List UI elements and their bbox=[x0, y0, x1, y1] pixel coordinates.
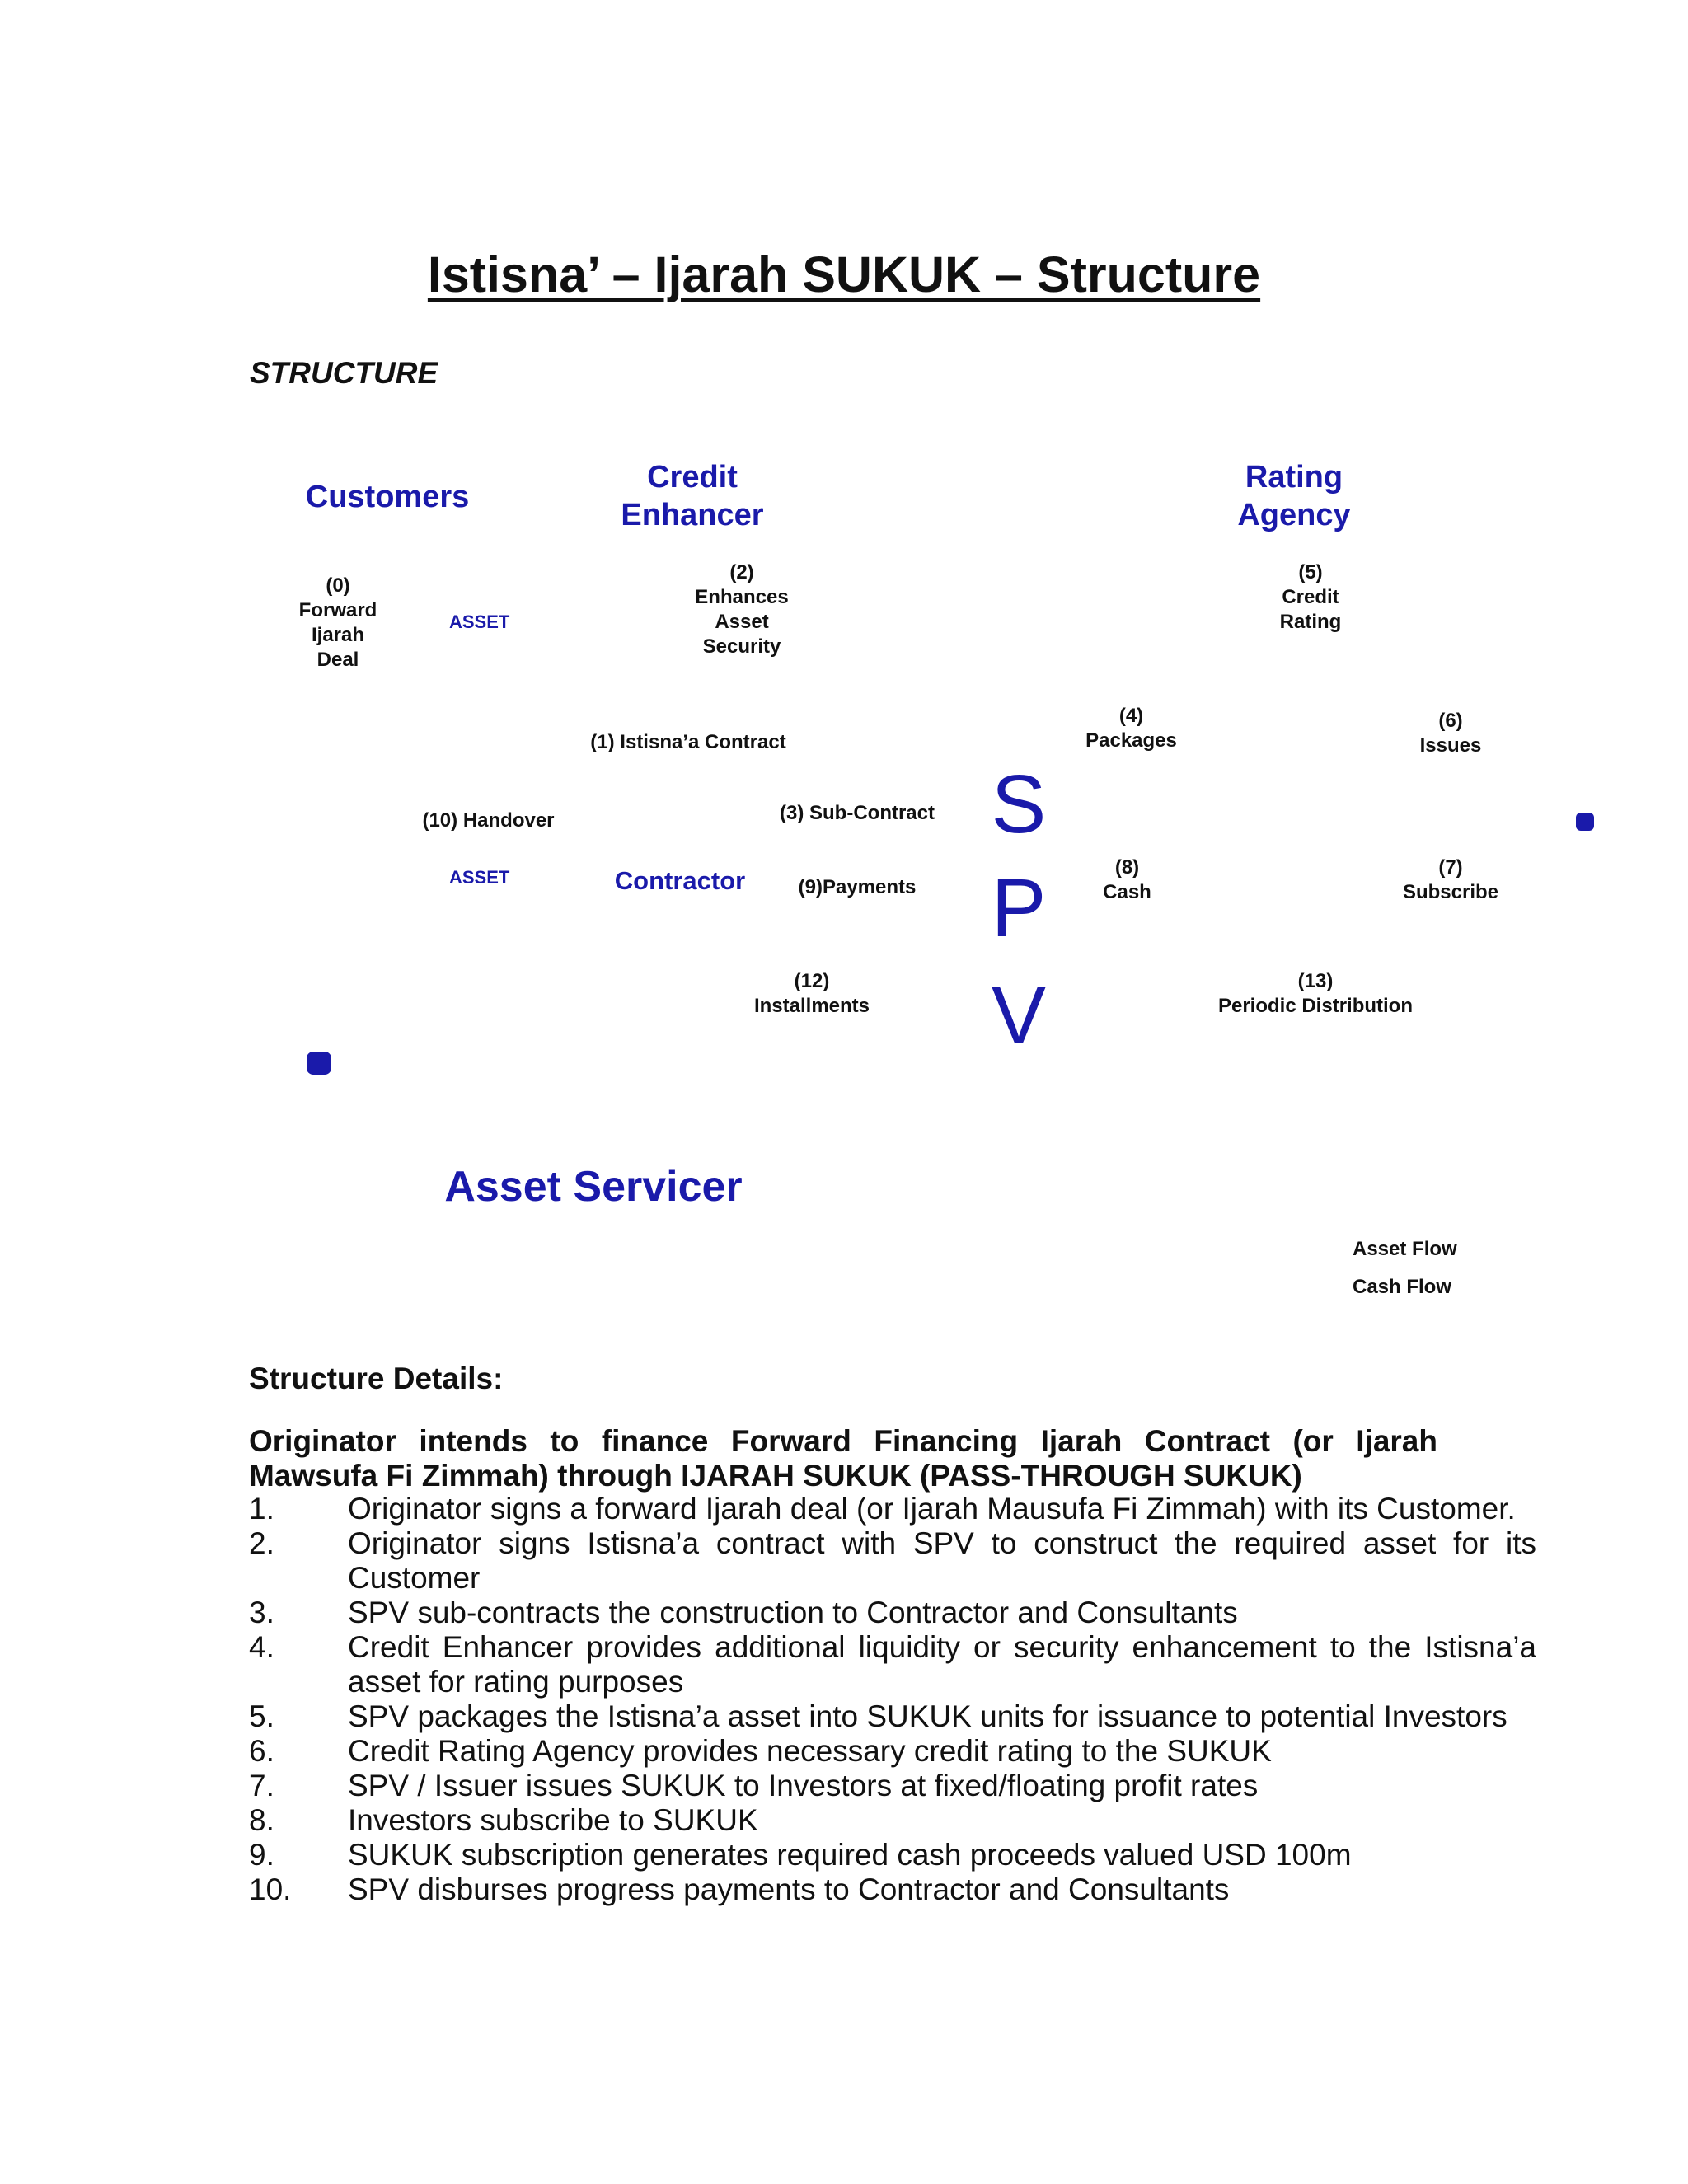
list-item-text: SUKUK subscription generates required cash proceeds valued USD 100m bbox=[348, 1838, 1352, 1872]
step-8-line-1: Cash bbox=[1103, 881, 1151, 903]
step-5-label bbox=[1245, 560, 1376, 635]
step-5-number: (5) bbox=[1298, 561, 1323, 583]
step-5-line-2: Rating bbox=[1279, 611, 1342, 633]
step-6-line-1: Issues bbox=[1419, 734, 1482, 757]
list-item bbox=[249, 1769, 1536, 1803]
list-item-text: SPV sub-contracts the construction to Contractor and Consultants bbox=[348, 1596, 1238, 1629]
list-item-number: 1. bbox=[249, 1492, 274, 1526]
page-title: Istisna’ – Ijarah SUKUK – Structure bbox=[427, 246, 1261, 302]
list-item bbox=[249, 1872, 1536, 1907]
step-2-line-3: Security bbox=[702, 635, 781, 658]
list-item-number: 9. bbox=[249, 1838, 274, 1872]
asset-label-bottom: ASSET bbox=[449, 867, 510, 888]
step-13-line-1: Periodic Distribution bbox=[1217, 995, 1413, 1017]
step-0-label bbox=[280, 574, 396, 673]
spv-letter-v: V bbox=[991, 969, 1047, 1062]
list-item-text: SPV packages the Istisna’a asset into SUKUK units for issuance to potential Investors bbox=[348, 1699, 1507, 1733]
credit-enhancer-entity bbox=[577, 458, 808, 534]
spv-letter-p: P bbox=[991, 862, 1047, 954]
list-item-text: Credit Rating Agency provides necessary credit rating to the SUKUK bbox=[348, 1734, 1272, 1768]
step-7-number: (7) bbox=[1438, 856, 1463, 879]
step-5-line-1: Credit bbox=[1282, 586, 1339, 608]
credit-enhancer-line-2: Enhancer bbox=[621, 498, 764, 532]
list-item-number: 7. bbox=[249, 1769, 274, 1802]
list-item-text: SPV disburses progress payments to Contractor and Consultants bbox=[348, 1872, 1230, 1906]
list-item bbox=[249, 1492, 1536, 1526]
step-4-number: (4) bbox=[1118, 705, 1144, 727]
step-0-line-1: Forward bbox=[298, 599, 377, 621]
step-3-label: (3) Sub-Contract bbox=[780, 802, 935, 824]
step-8-label bbox=[1096, 855, 1158, 905]
asset-label-top: ASSET bbox=[449, 612, 510, 632]
customers-entity: Customers bbox=[305, 480, 470, 514]
step-12-number: (12) bbox=[794, 970, 830, 992]
rating-agency-entity bbox=[1179, 458, 1409, 534]
list-item bbox=[249, 1596, 1536, 1630]
structure-diagram bbox=[0, 445, 1688, 1327]
structure-details-intro: Originator intends to finance Forward Financing Ijarah Contract (or Ijarah Mawsufa Fi Zimmah) through IJARAH SUKUK (PASS-THROUGH SUKUK) bbox=[249, 1424, 1437, 1493]
asset-servicer-entity: Asset Servicer bbox=[444, 1163, 743, 1211]
step-12-line-1: Installments bbox=[753, 995, 870, 1017]
rating-agency-line-2: Agency bbox=[1237, 498, 1351, 532]
list-item-text: Originator signs a forward Ijarah deal (or Ijarah Mausufa Fi Zimmah) with its Customer. bbox=[348, 1492, 1516, 1526]
list-item-number: 5. bbox=[249, 1699, 274, 1733]
spv-letter-s: S bbox=[991, 758, 1047, 851]
list-item bbox=[249, 1630, 1536, 1699]
step-0-number: (0) bbox=[326, 574, 350, 597]
structure-steps-list bbox=[249, 1492, 1536, 1907]
step-8-number: (8) bbox=[1114, 856, 1140, 879]
list-item-number: 6. bbox=[249, 1734, 274, 1768]
list-item bbox=[249, 1734, 1536, 1769]
step-13-label bbox=[1200, 969, 1431, 1019]
rating-agency-line-1: Rating bbox=[1245, 460, 1343, 494]
credit-enhancer-line-1: Credit bbox=[647, 460, 738, 494]
list-item bbox=[249, 1838, 1536, 1872]
step-0-line-2: Ijarah bbox=[311, 624, 365, 646]
step-10-label: (10) Handover bbox=[422, 809, 555, 832]
list-item-text: Investors subscribe to SUKUK bbox=[348, 1803, 758, 1837]
diagram-marker-left-icon bbox=[307, 1052, 331, 1075]
step-4-line-1: Packages bbox=[1085, 729, 1177, 752]
list-item-number: 2. bbox=[249, 1526, 274, 1560]
step-2-label bbox=[676, 560, 808, 659]
list-item bbox=[249, 1803, 1536, 1838]
step-12-label bbox=[750, 969, 874, 1019]
list-item-text: SPV / Issuer issues SUKUK to Investors at fixed/floating profit rates bbox=[348, 1769, 1259, 1802]
step-9-label: (9)Payments bbox=[798, 876, 917, 898]
contractor-entity: Contractor bbox=[614, 866, 746, 895]
step-7-label bbox=[1397, 855, 1504, 905]
step-1-label: (1) Istisna’a Contract bbox=[590, 731, 786, 753]
list-item-text: Credit Enhancer provides additional liquidity or security enhancement to the Istisna’a asset for rating purposes bbox=[348, 1630, 1536, 1699]
step-2-line-2: Asset bbox=[715, 611, 769, 633]
list-item-number: 3. bbox=[249, 1596, 274, 1629]
list-item-number: 8. bbox=[249, 1803, 274, 1837]
legend-asset-flow: Asset Flow bbox=[1353, 1238, 1457, 1260]
legend-cash-flow: Cash Flow bbox=[1353, 1276, 1452, 1298]
step-13-number: (13) bbox=[1297, 970, 1334, 992]
step-7-line-1: Subscribe bbox=[1402, 881, 1499, 903]
step-2-number: (2) bbox=[729, 561, 754, 583]
list-item bbox=[249, 1699, 1536, 1734]
step-0-line-3: Deal bbox=[316, 649, 359, 671]
step-6-label bbox=[1401, 709, 1500, 758]
section-heading: STRUCTURE bbox=[250, 356, 438, 390]
list-item bbox=[249, 1526, 1536, 1596]
list-item-number: 10. bbox=[249, 1872, 292, 1906]
step-2-line-1: Enhances bbox=[695, 586, 789, 608]
list-item-text: Originator signs Istisna’a contract with SPV to construct the required asset for its Customer bbox=[348, 1526, 1536, 1595]
step-6-number: (6) bbox=[1438, 710, 1463, 732]
step-4-label bbox=[1071, 704, 1191, 753]
list-item-number: 4. bbox=[249, 1630, 274, 1664]
structure-details-heading: Structure Details: bbox=[249, 1361, 504, 1395]
diagram-marker-right-icon bbox=[1576, 813, 1594, 831]
